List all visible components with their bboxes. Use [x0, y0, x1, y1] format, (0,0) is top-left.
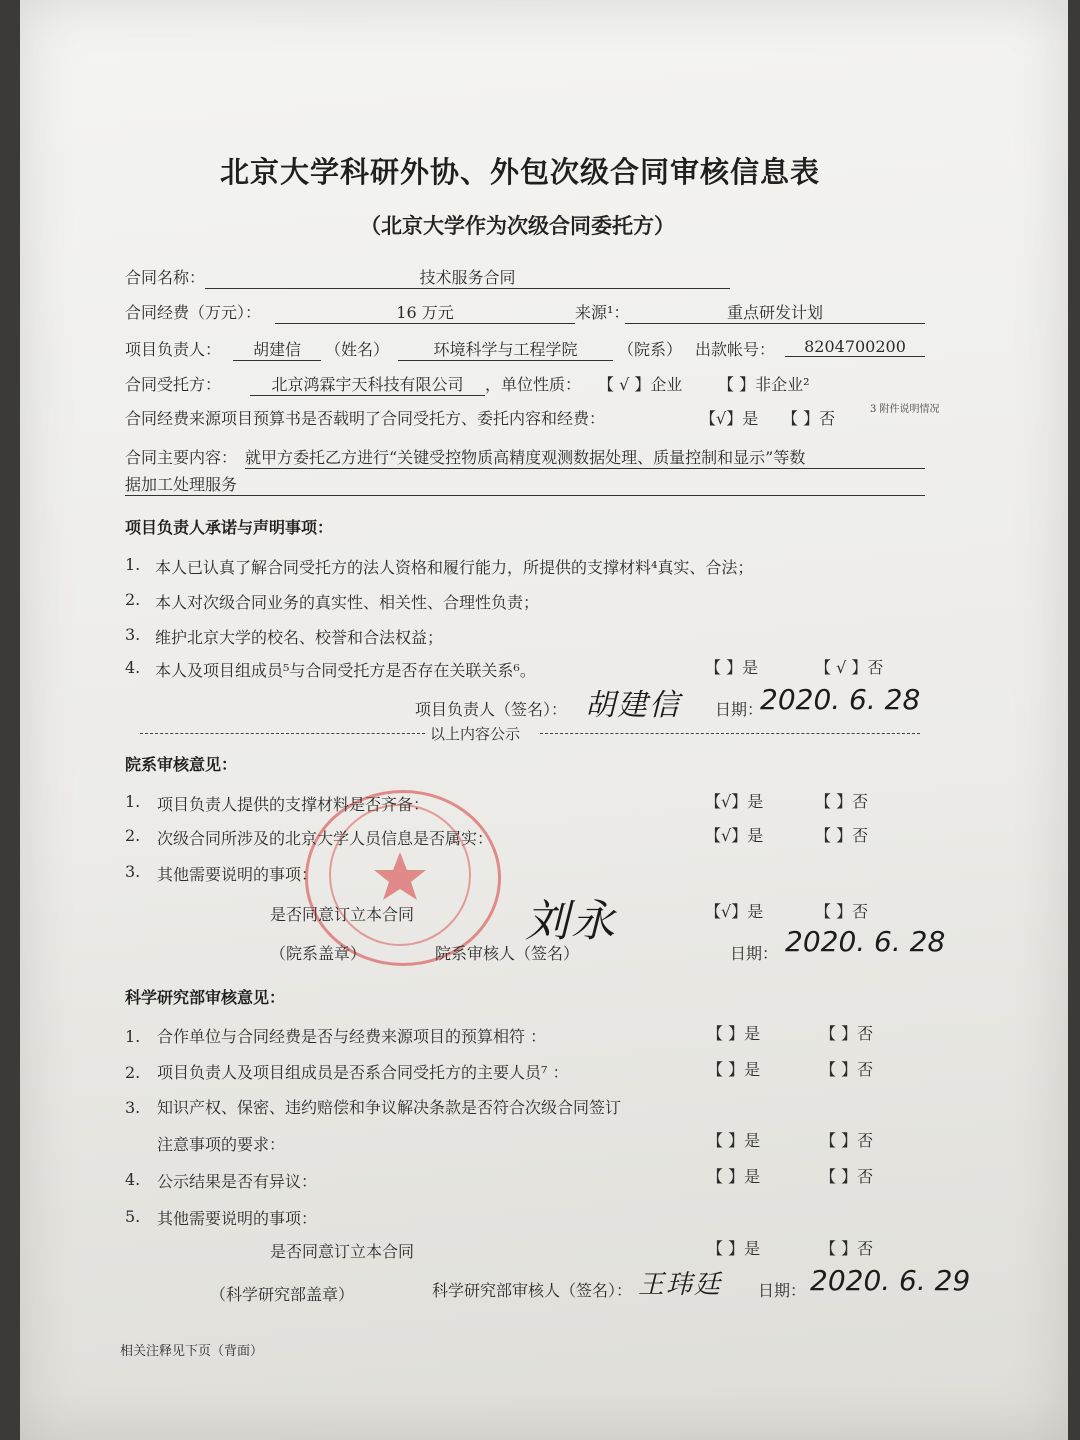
- research-num-5: 5.: [125, 1207, 141, 1226]
- pledge-item-3: 维护北京大学的校名、校誉和合法权益；: [155, 628, 444, 647]
- budget-question: 合同经费来源项目预算书是否载明了合同受托方、委托内容和经费：: [125, 409, 606, 428]
- content-line-1: 就甲方委托乙方进行“关键受控物质高精度观测数据处理、质量控制和显示”等数: [245, 445, 925, 469]
- dept-1-no-checkbox: 【 】否: [815, 792, 869, 811]
- pledge-item-2: 本人对次级合同业务的真实性、相关性、合理性负责；: [155, 593, 540, 612]
- recipient-value: 北京鸿霖宇天科技有限公司: [250, 372, 485, 396]
- research-agree-no-checkbox: 【 】否: [820, 1239, 874, 1258]
- contract-fee-value: 16 万元: [275, 300, 575, 324]
- document-page: [20, 0, 1068, 1440]
- leader-date-label: 日期：: [715, 700, 764, 719]
- fund-source-value: 重点研发计划: [625, 300, 925, 324]
- department-seal-stamp: [305, 790, 501, 966]
- dept-date-value: 2020. 6. 28: [785, 925, 946, 958]
- pledge-heading: 项目负责人承诺与声明事项：: [125, 518, 334, 537]
- budget-footnote: 3 附件说明情况: [870, 404, 940, 415]
- pledge-item-1: 本人已认真了解合同受托方的法人资格和履行能力，所提供的支撑材料⁴真实、合法；: [155, 558, 754, 577]
- research-1-yes-checkbox: 【 】是: [707, 1024, 761, 1043]
- research-3-no-checkbox: 【 】否: [820, 1131, 874, 1150]
- dept-item-2: 次级合同所涉及的北京大学人员信息是否属实：: [157, 829, 494, 848]
- research-1-no-checkbox: 【 】否: [820, 1024, 874, 1043]
- footer-note: 相关注释见下页（背面）: [120, 1344, 264, 1359]
- research-review-heading: 科学研究部审核意见：: [125, 988, 286, 1007]
- research-reviewer-signature: 王玮廷: [638, 1270, 723, 1300]
- enterprise-checkbox: 【 √ 】企业: [598, 375, 683, 394]
- dept-seal-label: （院系盖章）: [270, 944, 367, 963]
- pledge-4-yes-checkbox: 【 】是: [705, 658, 759, 677]
- pledge-num-2: 2.: [125, 590, 141, 609]
- research-4-yes-checkbox: 【 】是: [707, 1167, 761, 1186]
- pledge-num-4: 4.: [125, 658, 141, 677]
- divider-left: [140, 733, 425, 734]
- dept-agree-no-checkbox: 【 】否: [815, 902, 869, 921]
- leader-signature-label: 项目负责人（签名）：: [415, 700, 568, 719]
- dept-item-1: 项目负责人提供的支撑材料是否齐备：: [157, 795, 430, 814]
- dept-num-2: 2.: [125, 826, 141, 845]
- dept-num-1: 1.: [125, 792, 141, 811]
- page-subtitle: （北京大学作为次级合同委托方）: [360, 213, 675, 238]
- project-leader-label: 项目负责人：: [125, 340, 222, 359]
- account-value: 8204700200: [785, 337, 925, 357]
- non-enterprise-checkbox: 【 】非企业²: [718, 375, 810, 394]
- research-item-4: 公示结果是否有异议：: [157, 1172, 318, 1191]
- dept-1-yes-checkbox: 【√】是: [705, 792, 764, 811]
- research-num-3: 3.: [125, 1098, 141, 1117]
- research-item-3: 知识产权、保密、违约赔偿和争议解决条款是否符合次级合同签订: [157, 1098, 622, 1117]
- research-item-3-continued: 注意事项的要求：: [157, 1135, 286, 1154]
- account-label: 出款帐号：: [695, 340, 776, 359]
- contract-name-label: 合同名称：: [125, 268, 206, 287]
- dept-2-no-checkbox: 【 】否: [815, 826, 869, 845]
- research-num-4: 4.: [125, 1170, 141, 1189]
- divider-right: [540, 733, 920, 734]
- dept-2-yes-checkbox: 【√】是: [705, 826, 764, 845]
- contract-fee-label: 合同经费（万元）：: [125, 303, 262, 322]
- page-title: 北京大学科研外协、外包次级合同审核信息表: [220, 155, 821, 189]
- research-date-value: 2020. 6. 29: [810, 1264, 971, 1297]
- recipient-label: 合同受托方：: [125, 375, 222, 394]
- research-agree-yes-checkbox: 【 】是: [707, 1239, 761, 1258]
- dept-agree-label: 是否同意订立本合同: [270, 905, 415, 924]
- research-4-no-checkbox: 【 】否: [820, 1167, 874, 1186]
- dept-reviewer-label: 院系审核人（签名）: [435, 944, 580, 963]
- unit-nature-label: ，单位性质：: [485, 375, 582, 394]
- public-note: 以上内容公示: [430, 725, 521, 743]
- research-reviewer-label: 科学研究部审核人（签名）：: [432, 1281, 633, 1300]
- dept-review-heading: 院系审核意见：: [125, 755, 238, 774]
- pledge-num-1: 1.: [125, 555, 141, 574]
- budget-no-checkbox: 【 】否: [782, 409, 836, 428]
- dept-agree-yes-checkbox: 【√】是: [705, 902, 764, 921]
- research-3-yes-checkbox: 【 】是: [707, 1131, 761, 1150]
- research-num-2: 2.: [125, 1063, 141, 1082]
- leader-date-value: 2020. 6. 28: [760, 683, 921, 716]
- dept-reviewer-signature: 刘永: [525, 896, 617, 947]
- research-2-yes-checkbox: 【 】是: [707, 1060, 761, 1079]
- dept-num-3: 3.: [125, 862, 141, 881]
- research-2-no-checkbox: 【 】否: [820, 1060, 874, 1079]
- project-leader-value: 胡建信: [233, 337, 321, 361]
- fund-source-label: 来源¹：: [575, 303, 630, 322]
- research-date-label: 日期：: [758, 1281, 807, 1300]
- pledge-item-4: 本人及项目组成员⁵与合同受托方是否存在关联关系⁶。: [155, 661, 536, 680]
- research-item-2: 项目负责人及项目组成员是否系合同受托方的主要人员⁷ ：: [157, 1063, 569, 1082]
- research-agree-label: 是否同意订立本合同: [270, 1242, 415, 1261]
- budget-yes-checkbox: 【√】是: [700, 409, 759, 428]
- leader-signature: 胡建信: [585, 688, 681, 723]
- content-line-2: 据加工处理服务: [125, 472, 925, 496]
- research-item-5: 其他需要说明的事项：: [157, 1209, 318, 1228]
- contract-name-value: 技术服务合同: [205, 265, 730, 289]
- research-num-1: 1.: [125, 1027, 141, 1046]
- name-paren-label: （姓名）: [325, 340, 390, 359]
- dept-date-label: 日期：: [730, 944, 779, 963]
- dept-paren-label: （院系）: [618, 340, 683, 359]
- department-value: 环境科学与工程学院: [398, 337, 613, 361]
- pledge-4-no-checkbox: 【 √ 】否: [815, 658, 884, 677]
- research-item-1: 合作单位与合同经费是否与经费来源项目的预算相符 ：: [157, 1027, 547, 1046]
- research-seal-label: （科学研究部盖章）: [210, 1285, 355, 1304]
- dept-item-3: 其他需要说明的事项：: [157, 865, 318, 884]
- pledge-num-3: 3.: [125, 625, 141, 644]
- content-label: 合同主要内容：: [125, 448, 238, 467]
